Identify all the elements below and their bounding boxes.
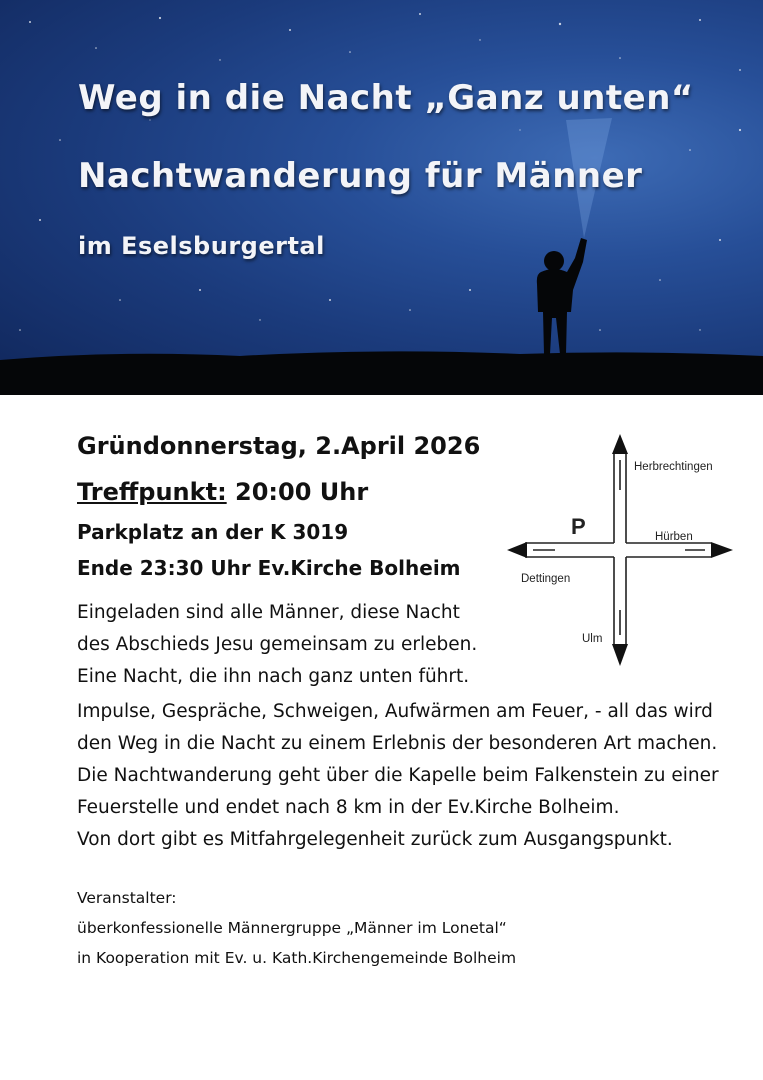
parking-label: P [571,514,586,539]
direction-label-west: Dettingen [521,573,571,585]
description-line: Eingeladen sind alle Männer, diese Nacht [77,602,460,623]
description-line: Die Nachtwanderung geht über die Kapelle beim Falkenstein zu einer [77,765,719,786]
hero-banner [0,0,763,395]
hero-title: Weg in die Nacht „Ganz unten“ [78,78,694,118]
description-line: Eine Nacht, die ihn nach ganz unten führt. [77,666,470,687]
hero-subtitle: Nachtwanderung für Männer [78,156,643,196]
organizer-cooperation: in Kooperation mit Ev. u. Kath.Kirchengemeinde Bolheim [77,949,517,967]
organizer-name: überkonfessionelle Männergruppe „Männer im Lonetal“ [77,919,507,937]
meeting-label: Treffpunkt: [77,478,227,506]
arrow-right-icon [711,542,733,558]
organizer-heading: Veranstalter: [77,889,177,907]
description-line: Von dort gibt es Mitfahrgelegenheit zurück zum Ausgangspunkt. [77,829,673,850]
hero-location: im Eselsburgertal [78,232,325,260]
night-sky-illustration [0,0,763,395]
description-line: Feuerstelle und endet nach 8 km in der Ev.Kirche Bolheim. [77,797,620,818]
road-lines [525,454,711,644]
direction-label-south: Ulm [582,633,603,645]
arrow-down-icon [612,644,628,666]
meeting-time: 20:00 Uhr [226,478,369,506]
arrow-left-icon [507,542,527,558]
event-date: Gründonnerstag, 2.April 2026 [77,432,481,460]
description-line: den Weg in die Nacht zu einem Erlebnis der besonderen Art machen. [77,733,718,754]
meeting-place: Parkplatz an der K 3019 [77,520,349,544]
direction-label-north: Herbrechtingen [634,461,713,473]
description-line: des Abschieds Jesu gemeinsam zu erleben. [77,634,478,655]
arrow-up-icon [612,434,628,454]
description-line: Impulse, Gespräche, Schweigen, Aufwärmen am Feuer, - all das wird [77,701,713,722]
direction-label-east: Hürben [655,531,693,543]
event-end: Ende 23:30 Uhr Ev.Kirche Bolheim [77,556,461,580]
directions-map [505,430,735,670]
meeting-point [77,478,368,506]
